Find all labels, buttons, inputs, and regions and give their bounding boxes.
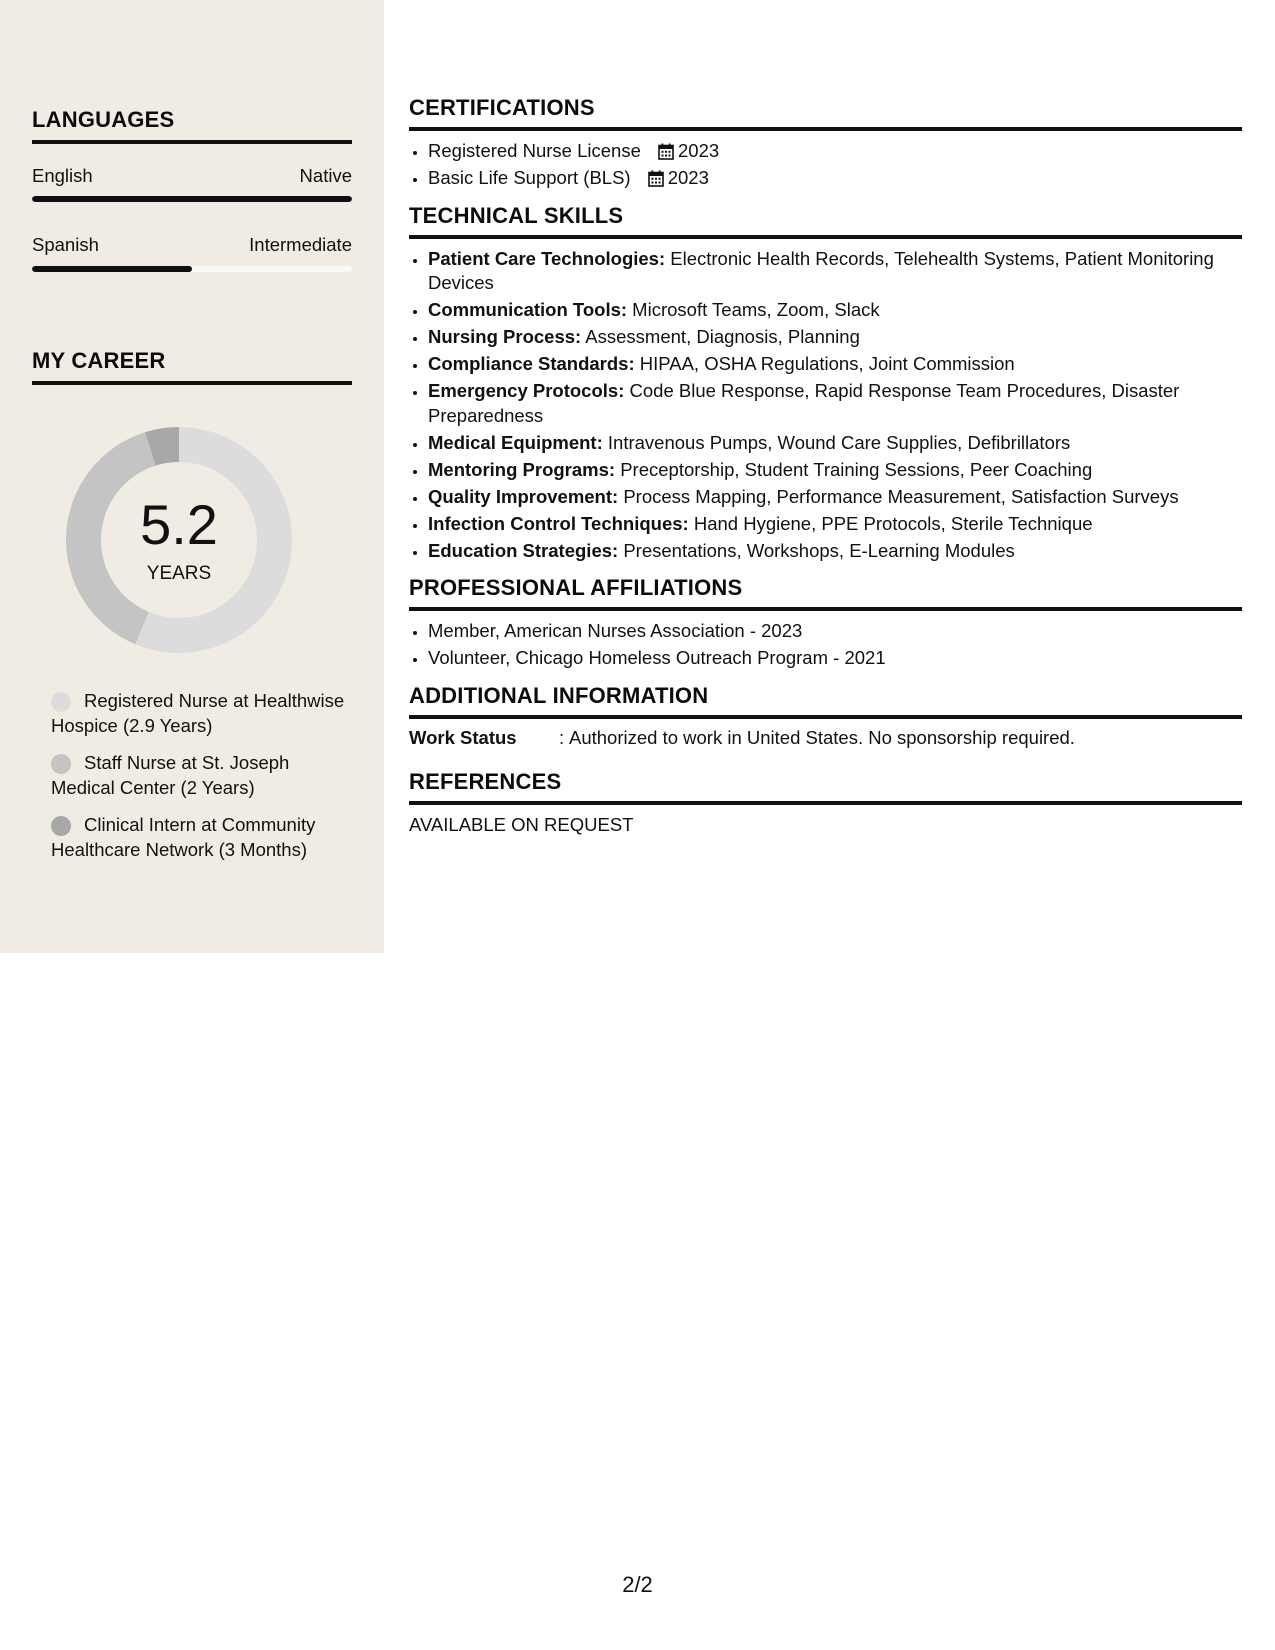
career-total-years: 5.2 — [140, 493, 218, 556]
skill-category: Compliance Standards: — [428, 353, 635, 374]
affiliations-title: PROFESSIONAL AFFILIATIONS — [409, 575, 1242, 611]
sidebar — [0, 0, 384, 953]
career-legend-item — [51, 688, 351, 738]
career-title: MY CAREER — [32, 348, 352, 385]
skill-details: Preceptorship, Student Training Sessions, Peer Coaching — [615, 458, 1093, 480]
main-content — [409, 95, 1242, 836]
language-name: Spanish — [32, 234, 99, 255]
skill-item — [428, 298, 1242, 323]
career-total-unit: YEARS — [146, 563, 212, 584]
career-legend-text: Registered Nurse at Healthwise Hospice (2.9 Years) — [51, 690, 345, 736]
skill-item — [428, 539, 1242, 564]
technical-skills-list — [409, 247, 1242, 564]
career-legend-item — [51, 750, 351, 800]
references-text: AVAILABLE ON REQUEST — [409, 813, 634, 835]
career-legend-item — [51, 812, 351, 862]
technical-skills-section — [409, 203, 1242, 564]
certification-name: Registered Nurse License — [428, 140, 641, 161]
skill-category: Medical Equipment: — [428, 431, 603, 453]
affiliations-list — [409, 619, 1242, 671]
skill-category: Education Strategies: — [428, 539, 619, 561]
skill-details: Hand Hygiene, PPE Protocols, Sterile Technique — [688, 512, 1093, 534]
skill-item — [428, 352, 1242, 377]
career-legend-text: Staff Nurse at St. Joseph Medical Center (2 Years) — [51, 752, 290, 798]
skill-item — [428, 247, 1242, 296]
certification-name: Basic Life Support (BLS) — [428, 167, 631, 188]
work-status-colon: : — [559, 726, 565, 748]
affiliations-section — [409, 575, 1242, 671]
language-level: Native — [299, 165, 352, 186]
skill-details: Intravenous Pumps, Wound Care Supplies, Defibrillators — [602, 431, 1071, 453]
skill-details: Microsoft Teams, Zoom, Slack — [627, 299, 880, 320]
skill-item — [428, 485, 1242, 510]
career-donut-chart — [66, 427, 292, 653]
references-section — [409, 769, 1242, 836]
calendar-icon — [658, 143, 674, 160]
skill-category: Quality Improvement: — [428, 485, 619, 507]
certifications-title: CERTIFICATIONS — [409, 95, 1242, 131]
skill-item — [428, 379, 1242, 428]
references-title: REFERENCES — [409, 769, 1242, 805]
language-level: Intermediate — [249, 234, 352, 255]
certification-item — [428, 139, 1242, 164]
skill-details: Process Mapping, Performance Measurement, Satisfaction Surveys — [618, 485, 1179, 507]
skill-category: Infection Control Techniques: — [428, 512, 689, 534]
skill-details: HIPAA, OSHA Regulations, Joint Commission — [634, 353, 1015, 374]
skill-category: Mentoring Programs: — [428, 458, 616, 480]
language-proficiency-bar — [32, 196, 352, 202]
skill-details: Code Blue Response, Rapid Response Team Procedures, Disaster Preparedness — [428, 380, 1180, 426]
language-name: English — [32, 165, 93, 186]
skill-details: Electronic Health Records, Telehealth Systems, Patient Monitoring Devices — [428, 247, 1214, 293]
certifications-section — [409, 95, 1242, 191]
language-proficiency-fill — [32, 196, 352, 202]
technical-skills-title: TECHNICAL SKILLS — [409, 203, 1242, 239]
skill-item — [428, 512, 1242, 537]
language-proficiency-bar — [32, 266, 352, 272]
legend-dot-icon — [51, 816, 71, 836]
additional-info-section — [409, 683, 1242, 753]
skill-category: Nursing Process: — [428, 326, 582, 347]
skill-category: Patient Care Technologies: — [428, 247, 666, 269]
skill-category: Emergency Protocols: — [428, 380, 625, 401]
certification-year: 2023 — [678, 140, 720, 161]
work-status-label: Work Status — [409, 726, 517, 748]
language-row-spanish — [32, 234, 352, 258]
certifications-list — [409, 139, 1242, 191]
additional-info-title: ADDITIONAL INFORMATION — [409, 683, 1242, 719]
languages-title: LANGUAGES — [32, 107, 352, 144]
career-legend-text: Clinical Intern at Community Healthcare Network (3 Months) — [51, 814, 316, 860]
skill-item — [428, 458, 1242, 483]
skill-item — [428, 431, 1242, 456]
certification-year: 2023 — [667, 167, 709, 188]
career-legend — [51, 688, 351, 874]
legend-dot-icon — [51, 692, 71, 712]
skill-details: Assessment, Diagnosis, Planning — [581, 326, 860, 347]
skill-item — [428, 325, 1242, 350]
affiliation-item: • Volunteer, Chicago Homeless Outreach Program - 2021 — [428, 646, 1242, 671]
language-row-english — [32, 165, 352, 189]
work-status-value: Authorized to work in United States. No sponsorship required. — [569, 726, 1075, 748]
language-proficiency-fill — [32, 266, 192, 272]
calendar-icon — [648, 170, 664, 187]
skill-category: Communication Tools: — [428, 299, 628, 320]
certification-item — [428, 166, 1242, 191]
work-status-row — [409, 727, 1242, 753]
skill-details: Presentations, Workshops, E-Learning Modules — [618, 539, 1015, 561]
legend-dot-icon — [51, 754, 71, 774]
affiliation-item: • Member, American Nurses Association - 2023 — [428, 619, 1242, 644]
page-number: 2/2 — [622, 1572, 653, 1597]
